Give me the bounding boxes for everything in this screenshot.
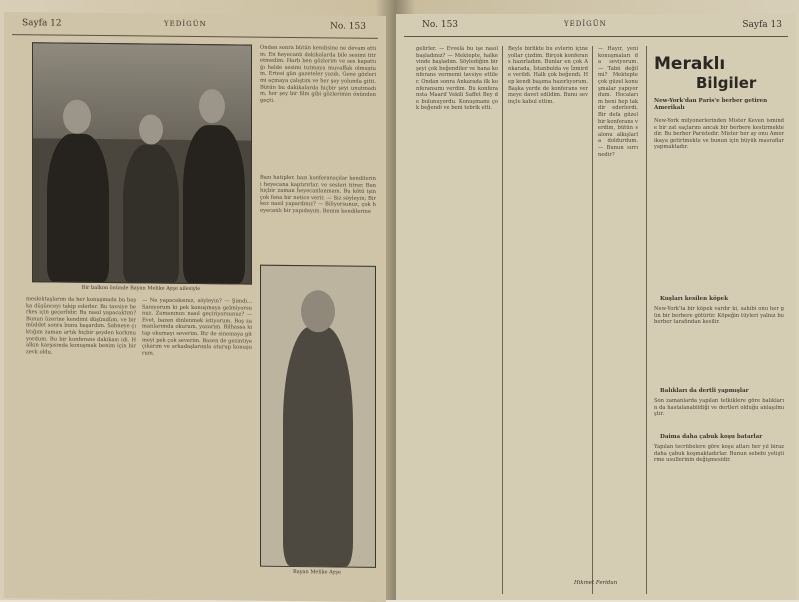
portrait-caption: Bayan Melike Ayşe [293,569,341,576]
left-column-b: Bazı hatipler, bazı konferansçılar kendilerini heyecana kaptırırlar, ve sesleri titrer. Ben hiçbir zaman heyecanlanmam. Bu kötü işin çok fena bir netice verir. — Siz söyleyin; Bir kez nasıl yapardınız? — Biliyorsunuz, çok heyecanlı bir yapıdayım. Benim kendilerine [260,174,376,215]
left-page-label: Sayfa 12 [22,18,62,29]
article-heading-3: Balıkları da dertli yapmışlar [660,388,749,394]
group-photo-caption: Bir balkon önünde Bayan Melike Ayşe ailesiyle [81,284,201,293]
left-magazine-name: YEDİGÜN [164,19,207,29]
right-column-c: — Hayır, yeni konuşmaları da seviyorum. — Tabii değil mi? Mektepte çok güzel konuşmalar yapıyordum. Hocalarım beni hep takdir ederlerdi. Bir defa güzel bir konferans verdim, bütün salonu alkışlarla doldurdum. — Bunun sırrı nedir? [598,46,638,158]
section-title-line1: Meraklı [654,54,726,74]
right-header-rule [404,36,788,37]
left-issue-number: No. 153 [329,21,366,32]
article-heading-4: Daima daha çabuk koşu batarlar [660,434,763,440]
left-column-c: meslektaşlarım da her konuşmada bu başka düşünceyi takip ederler. Bu tavsiye herkes için geçerlidir. Bu nasıl yapacaktım? Bunun üzerine kendimi düşündüm, ve bir müddet sonra bunu başardım. Sahneye çıktığım zaman artık hiçbir şeyden korkmuyordum. Bu bir konferans dakikası idi. Halkın karşısında konuşmak benim için bir zevk oldu. [26,296,136,356]
portrait-photo [260,265,376,568]
right-column-a: gelirler. — Evvelâ bu işe nasıl başladınız? — Mektepte, halkevinde başladım. Söylediğim bir şeyi çok beğendiler ve bana konferans vermemi tavsiye ettiler. Ondan sonra Ankarada ilk konferansımı verdim. Bu konferansta Maarif Vekili Saffet Bey de bulunuyordu. Konuşmamı çok beğendi ve beni tebrik etti. [416,46,498,112]
column-divider [592,46,593,594]
article-text-4: Yapılan tecrübelere göre koşu atları her yıl biraz daha çabuk koşmaktadırlar. Bunun sebebi yetiştirme usullerinin değişmesidir. [654,444,784,464]
author-signature: Hikmet Feridun [574,580,618,586]
column-divider [502,46,503,594]
right-page [396,14,796,600]
left-column-a: Ondan sonra bütün kendisine ne devam ettim. En heyecanlı dakikalarda bile sesimi titretmedim. Harb ben gözlerim ve ses kapattığı halde sesimi tutmaya muvaffak olmuştum. Ertesi gün gazeteler yazdı. Gene gözlerimi açmaya çalıştım ve her şey yolunda gitti. Bütün bu dakikalarda hiçbir şeyi unutmadım, her şey bir film gibi gözlerimin önünden geçti. [260,44,376,104]
left-column-d: — Ne yapacaksınız, söyleyin? — Şimdi... Sanıyorum ki pek konuşmaya gelmiyorsunuz. Zamanınızı nasıl geçiriyorsunuz? — Evet, bazen dinlenmek istiyorum. Boş zamanlarımda okurum, yazarım. Bilhassa kitap okumayı severim. Bir de sinemaya gitmeyi pek çok severim. Bazen de gezintiye çıkarım ve arkadaşlarımla oturup konuşurum. [142,297,252,357]
right-page-label: Sayfa 13 [742,20,782,30]
article-subtitle: New-York'dan Paris'e berber getiren Amerikalı [654,98,768,111]
right-header [396,20,796,34]
column-divider [646,46,647,594]
right-issue-number: No. 153 [422,20,459,30]
group-photo [32,42,252,284]
right-magazine-name: YEDİGÜN [564,20,607,28]
article-text-2: New-York'ta bir köpek vardır ki, sahibi onu her gün bir berbere götürür. Köpeğin tüyleri yalnız bu berber tarafından kesilir. [654,306,784,326]
section-title-line2: Bilgiler [696,74,757,92]
article-text-1: New-York milyonerlerinden Mister Keven isminde bir zat saçlarını ancak bir berbere kestirmektedir. Bu berber Paristedir. Mister her ay onu Amerikaya getirtmekte ve bunun için büyük masraflar yapmaktadır. [654,118,784,151]
left-page [4,12,386,602]
article-text-3: Son zamanlarda yapılan tetkiklere göre balıkların da hastalanabildiği ve dertleri olduğu anlaşılmıştır. [654,398,784,418]
right-column-b: Beyle birlikte bu evlerin içine yollar çizdim. Birçok konferans hazırladım. Bunlar en çok Ankarada, İstanbulda ve İzmirde verildi. Halk çok beğendi. Hep kendi başıma hazırlıyorum. Başka yerde de konferans vermeye davet edildim. Bunu sevinçle kabul ettim. [508,46,588,105]
article-heading-2: Kuşları kesilen köpek [660,296,729,302]
left-header [4,18,386,36]
